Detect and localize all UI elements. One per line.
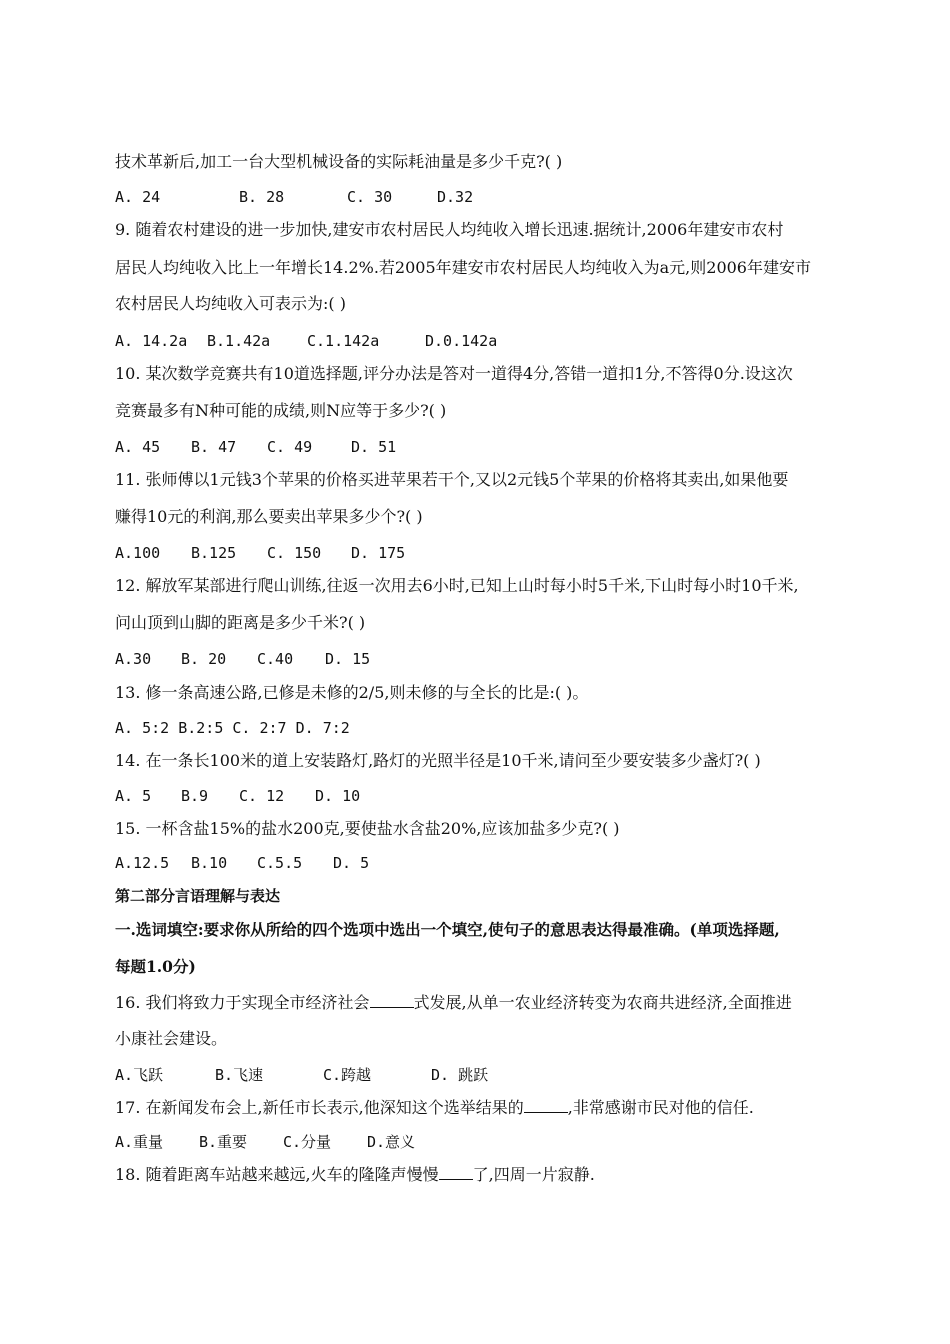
question-15-text: 15. 一杯含盐15%的盐水200克,要使盐水含盐20%,应该加盐多少克?( ) xyxy=(115,819,620,838)
option-a: A.100 xyxy=(115,544,161,562)
question-16-part1: 16. 我们将致力于实现全市经济社会 xyxy=(115,993,370,1012)
question-12-options xyxy=(115,649,370,669)
fill-blank xyxy=(370,993,414,1008)
question-9-options xyxy=(115,331,497,351)
question-12-text: 12. 解放军某部进行爬山训练,往返一次用去6小时,已知上山时每小时5千米,下山时每小时10千米, xyxy=(115,576,799,595)
question-14-options xyxy=(115,786,360,806)
option-c: C. 49 xyxy=(267,438,313,456)
option-d: D.32 xyxy=(437,188,474,206)
option-b: B.9 xyxy=(181,787,209,805)
question-17-part1: 17. 在新闻发布会上,新任市长表示,他深知这个选举结果的 xyxy=(115,1098,524,1117)
option-a: A.12.5 xyxy=(115,854,170,872)
question-16-options xyxy=(115,1065,488,1085)
option-c: C.分量 xyxy=(283,1133,332,1151)
option-a: A. 14.2a xyxy=(115,332,188,350)
option-c: C. 30 xyxy=(347,188,393,206)
fill-blank xyxy=(524,1098,568,1113)
section-heading: 第二部分言语理解与表达 xyxy=(115,887,281,905)
option-d: D. 175 xyxy=(351,544,406,562)
option-b: B. 28 xyxy=(239,188,285,206)
question-17-options xyxy=(115,1132,415,1152)
option-d: D.0.142a xyxy=(425,332,498,350)
option-d: D. 跳跃 xyxy=(431,1066,489,1084)
option-a: A. 5 xyxy=(115,787,152,805)
question-10-text-cont: 竞赛最多有N种可能的成绩,则N应等于多少?( ) xyxy=(115,401,447,420)
option-c: C. 150 xyxy=(267,544,322,562)
option-a: A.飞跃 xyxy=(115,1066,164,1084)
question-16-text-cont: 小康社会建设。 xyxy=(115,1029,228,1048)
option-b: B.125 xyxy=(191,544,237,562)
option-b: B.1.42a xyxy=(207,332,271,350)
question-9-text-cont2: 农村居民人均纯收入可表示为:( ) xyxy=(115,294,346,313)
option-b: B.10 xyxy=(191,854,228,872)
question-14-text: 14. 在一条长100米的道上安装路灯,路灯的光照半径是10千米,请问至少要安装多少盏灯?( ) xyxy=(115,751,761,770)
question-9-text-cont: 居民人均纯收入比上一年增长14.2%.若2005年建安市农村居民人均纯收入为a元,则2006年建安市 xyxy=(115,258,811,277)
question-11-text: 11. 张师傅以1元钱3个苹果的价格买进苹果若干个,又以2元钱5个苹果的价格将其卖出,如果他要 xyxy=(115,470,789,489)
option-d: D. 10 xyxy=(315,787,361,805)
question-10-options xyxy=(115,437,396,457)
option-b: B. 20 xyxy=(181,650,227,668)
option-c: C.5.5 xyxy=(257,854,303,872)
question-18-text xyxy=(115,1165,595,1185)
option-c: C. 12 xyxy=(239,787,285,805)
question-17-part2: ,非常感谢市民对他的信任. xyxy=(567,1098,754,1117)
option-d: D. 51 xyxy=(351,438,397,456)
option-c: C.40 xyxy=(257,650,294,668)
fill-blank xyxy=(439,1165,473,1180)
question-16-part2: 式发展,从单一农业经济转变为农商共进经济,全面推进 xyxy=(413,993,792,1012)
question-8-text-cont: 技术革新后,加工一台大型机械设备的实际耗油量是多少千克?( ) xyxy=(115,152,563,171)
option-a: A. 45 xyxy=(115,438,161,456)
option-a: A. 24 xyxy=(115,188,161,206)
option-d: D.意义 xyxy=(367,1133,416,1151)
question-11-text-cont: 赚得10元的利润,那么要卖出苹果多少个?( ) xyxy=(115,507,423,526)
option-c: C.1.142a xyxy=(307,332,380,350)
option-b: B. 47 xyxy=(191,438,237,456)
question-16-text xyxy=(115,993,792,1013)
question-10-text: 10. 某次数学竞赛共有10道选择题,评分办法是答对一道得4分,答错一道扣1分,不答得0分.设这次 xyxy=(115,364,793,383)
question-17-text xyxy=(115,1098,754,1118)
question-13-text: 13. 修一条高速公路,已修是未修的2/5,则未修的与全长的比是:( )。 xyxy=(115,683,589,702)
option-a: A.重量 xyxy=(115,1133,164,1151)
instruction-text: 一.选词填空:要求你从所给的四个选项中选出一个填空,使句子的意思表达得最准确。(单项选择题, xyxy=(115,920,780,939)
option-d: D. 5 xyxy=(333,854,370,872)
option-b: B.飞速 xyxy=(215,1066,264,1084)
question-9-text: 9. 随着农村建设的进一步加快,建安市农村居民人均纯收入增长迅速.据统计,2006年建安市农村 xyxy=(115,220,784,239)
option-b: B.重要 xyxy=(199,1133,248,1151)
question-18-part1: 18. 随着距离车站越来越远,火车的隆隆声慢慢 xyxy=(115,1165,439,1184)
question-11-options xyxy=(115,543,405,563)
option-d: D. 15 xyxy=(325,650,371,668)
question-18-part2: 了,四周一片寂静. xyxy=(472,1165,595,1184)
instruction-text-cont: 每题1.0分) xyxy=(115,957,196,976)
question-8-options xyxy=(115,187,473,207)
question-15-options xyxy=(115,853,369,873)
option-a: A.30 xyxy=(115,650,152,668)
question-12-text-cont: 问山顶到山脚的距离是多少千米?( ) xyxy=(115,613,366,632)
option-c: C.跨越 xyxy=(323,1066,372,1084)
question-13-options: A. 5:2 B.2:5 C. 2:7 D. 7:2 xyxy=(115,719,350,737)
